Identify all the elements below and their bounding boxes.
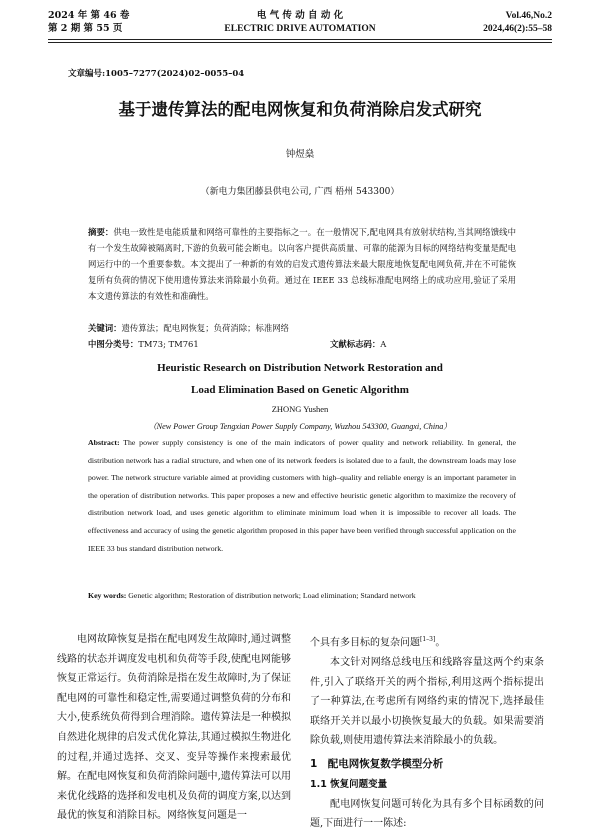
citation-ref: [1–3]: [420, 636, 436, 643]
abstract-en-label: Abstract:: [88, 438, 120, 447]
journal-issue-page: 第 2 期 第 55 页: [48, 23, 123, 34]
body-left-paragraph: 电网故障恢复是指在配电网发生故障时,通过调整线路的状态并调度发电机和负荷等手段,使配电网能够恢复正常运行。负荷消除是指在发生故障时,为了保证配电网的可靠性和稳定性,需要通过调整负荷的分布和大小,使系统负荷得到合理消除。遗传算法是一种模拟自然进化规律的启发式优化算法,其通过模拟生物进化的过程,并通过选择、交叉、变异等操作来搜索最优解。在配电网恢复和负荷消除问题中,遗传算法可以用来优化线路的选择和发电机及负荷的调度方案,以达到最优的恢复和消除目标。网络恢复问题是一: [57, 634, 291, 822]
abstract-en: [88, 434, 516, 557]
section-1-title: 1 配电网恢复数学模型分析: [310, 757, 444, 770]
journal-year-pages: 2024,46(2):55–58: [483, 24, 552, 34]
body-right-para2: 本文针对网络总线电压和线路容量这两个约束条件,引入了联络开关的两个指标,利用这两个指标提出了一种算法,在考虑所有网络约束的情况下,选择最佳联络开关并以最小切换恢复最大的负载。如果需要消除负载,则使用遗传算法来消除最小的负载。: [310, 656, 544, 747]
abstract-en-text: The power supply consistency is one of the main indicators of power quality and network reliability. In general, the distribution network has a radial structure, and when one of its network feeders is isolated due to a fault, the downstream loads may lose power. The network structure variable aimed at providing customers with high–quality and reliable energy is an important parameter in the operation of distribution networks. This paper proposes a new and effective heuristic genetic algorithm to maximize the recovery of distribution network load, and uses genetic algorithm to eliminate minimum load when it is impossible to recover all loads. The effectiveness and accuracy of using the genetic algorithm proposed in this paper have been verified through successful application on the IEEE 33 bus standard distribution network.: [88, 438, 516, 553]
doc-code-label: 文献标志码：: [330, 339, 381, 349]
journal-name-en: ELECTRIC DRIVE AUTOMATION: [224, 24, 376, 34]
header-rule-top: [48, 39, 552, 40]
clc-number: [88, 336, 199, 352]
keywords-en-label: Key words:: [88, 591, 127, 600]
journal-volume-en: Vol.46,No.2: [505, 11, 552, 21]
journal-name-cn: 电 气 传 动 自 动 化: [256, 10, 344, 21]
header-rule-bottom: [48, 42, 552, 43]
abstract-cn-text: 供电一致性是电能质量和网络可靠性的主要指标之一。在一般情况下,配电网具有放射状结构,当其网络馈线中有一个发生故障被隔离时,下游的负载可能会断电。以向客户提供高质量、可靠的能源为目标的网络结构变量是配电网运行中的一个重要参数。本文提出了一种新的有效的启发式遗传算法来最大限度地恢复配电网负荷,并在不可能恢复所有负荷的情况下使用遗传算法来消除最小负荷。通过在 IEEE 33 总线标准配电网络上的成功应用,验证了采用本文遗传算法的有效性和准确性。: [88, 227, 516, 301]
keywords-cn-text: 遗传算法；配电网恢复；负荷消除；标准网络: [121, 323, 289, 333]
affiliation-en: （New Power Group Tengxian Power Supply Company, Wuzhou 543300, Guangxi, China）: [148, 422, 452, 431]
keywords-en-text: Genetic algorithm; Restoration of distribution network; Load elimination; Standard network: [128, 591, 416, 600]
article-number: 文章编号:1005–7277(2024)02–0055–04: [68, 69, 245, 79]
body-right-para1: [310, 630, 544, 653]
clc-value: TM73; TM761: [138, 339, 199, 349]
keywords-cn-label: 关键词：: [88, 323, 122, 333]
keywords-cn: [88, 320, 516, 336]
abstract-cn-label: 摘要：: [88, 227, 114, 237]
para1-end: 。: [435, 637, 446, 649]
body-right-para3: 配电网恢复问题可转化为具有多个目标函数的问题,下面进行一一陈述:: [310, 798, 544, 830]
para1-text: 个具有多目标的复杂问题: [310, 637, 420, 649]
paper-title-en-line1: Heuristic Research on Distribution Network Restoration and: [157, 362, 443, 374]
document-code: [330, 336, 386, 352]
keywords-en: [88, 587, 516, 605]
subsection-1-1-title: 1.1 恢复问题变量: [310, 778, 388, 790]
clc-label: 中图分类号：: [88, 339, 139, 349]
paper-title-cn: 基于遗传算法的配电网恢复和负荷消除启发式研究: [118, 100, 482, 119]
body-right-column: [310, 630, 544, 834]
doc-code-value: A: [380, 339, 387, 349]
affiliation-cn: （新电力集团藤县供电公司, 广西 梧州 543300）: [200, 187, 400, 197]
abstract-cn: [88, 224, 516, 304]
paper-title-en-line2: Load Elimination Based on Genetic Algorithm: [191, 384, 409, 396]
journal-volume: 2024 年 第 46 卷: [48, 10, 130, 21]
author-en: ZHONG Yushen: [271, 404, 329, 414]
author-cn: 钟煜燊: [285, 149, 315, 160]
